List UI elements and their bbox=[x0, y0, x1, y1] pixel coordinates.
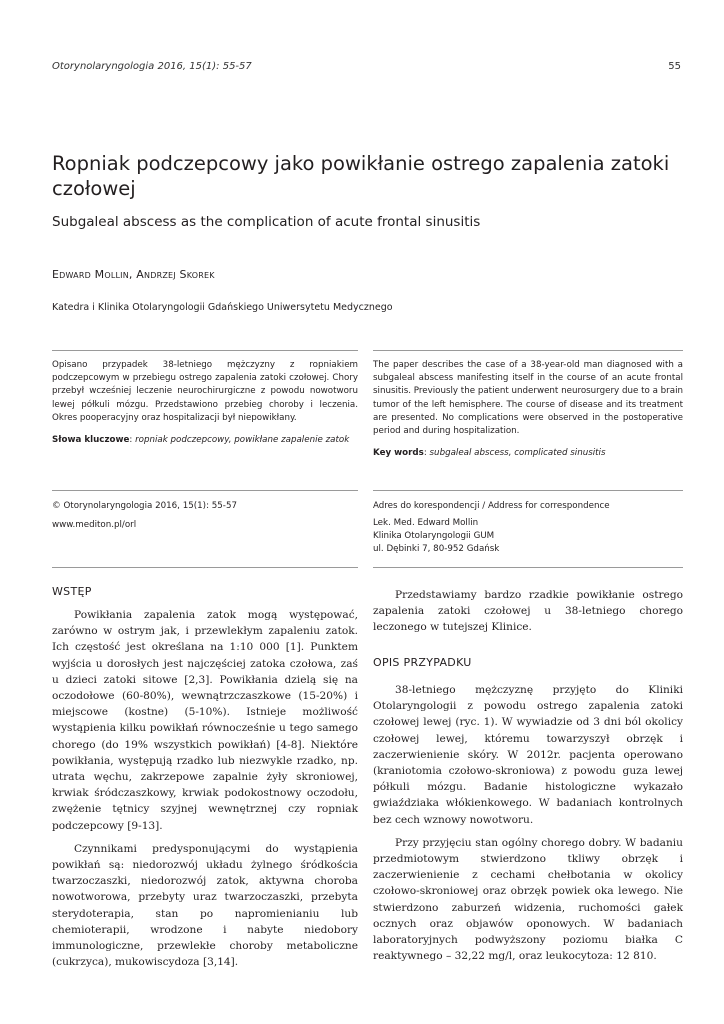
abstract-english-text: The paper describes the case of a 38-year-old man diagnosed with a subgaleal abscess manifesting itself in the course of an acute frontal sinusitis. Previously the patient underwent neurosurgery due to a brain tumor of the left hemisphere. The course of disease and its treatment are presented. No complications were observed in the postoperative period and during hospitalization. bbox=[373, 360, 683, 437]
body-left-top-rule bbox=[52, 567, 358, 568]
keywords-polish: Słowa kluczowe: ropniak podczepcowy, powikłane zapalenie zatok bbox=[52, 435, 350, 446]
journal-website-link[interactable]: www.mediton.pl/orl bbox=[52, 520, 137, 530]
abstract-english bbox=[373, 359, 683, 460]
section-heading-wstep: WSTĘP bbox=[52, 585, 92, 598]
body-right-top-rule bbox=[373, 567, 683, 568]
affiliation: Katedra i Klinika Otolaryngologii Gdańskiego Uniwersytetu Medycznego bbox=[52, 302, 393, 313]
intro-right-body bbox=[373, 587, 683, 636]
running-header-journal: Otorynolaryngologia 2016, 15(1): 55-57 bbox=[52, 61, 252, 72]
wstep-paragraph-2: Czynnikami predysponującymi do wystąpienia powikłań są: niedorozwój układu żylnego śródkościa twarzoczaszki, niedorozwój zatok, aktywna choroba nowotworowa, przebyty uraz twarzoczaszki, przebyta sterydoterapia, stan po napromienianiu lub chemioterapii, wrodzone i nabyte niedobory immunologiczne, przewlekłe choroby metaboliczne (cukrzyca), mukowiscydoza [3,14]. bbox=[52, 842, 358, 969]
copyright-line: © Otorynolaryngologia 2016, 15(1): 55-57 bbox=[52, 501, 237, 511]
correspondence-name: Lek. Med. Edward Mollin bbox=[373, 518, 479, 528]
keywords-english: Key words: subgaleal abscess, complicated sinusitis bbox=[373, 448, 606, 459]
abstract-polish-text: Opisano przypadek 38-letniego mężczyzny z ropniakiem podczepcowym w przebiegu ostrego zapalenia zatoki czołowej. Chory przebył wcześniej leczenie neurochirurgiczne z powodu nowotworu lewej półkuli mózgu. Przedstawiono przebieg choroby i leczenia. Okres pooperacyjny oraz hospitalizacji był niepowikłany. bbox=[52, 360, 358, 423]
wstep-paragraph-1: Powikłania zapalenia zatok mogą występować, zarówno w ostrym jak, i przewlekłym zapaleniu zatok. Ich częstość jest określana na 1:10 000 [1]. Punktem wyjścia u dorosłych jest najczęściej zatoka czołowa, zaś u dzieci zatoki sitowe [2,3]. Powikłania dzielą się na oczodołowe (60-80%), wewnątrzczaszkowe (15-20%) i miejscowe (kostne) (5-10%). Istnieje możliwość wystąpienia kilku powikłań równocześnie u tego samego chorego (do 19% wszystkich powikłań) [4-8]. Niektóre powikłania, występują rzadko lub niezwykle rzadko, np. utrata węchu, zakrzepowe zapalnie żyły skroniowej, krwiak śródczaszkowy, krwiak podokostnowy oczodołu, zwężenie tętnicy szyjnej wewnętrznej czy ropniak podczepcowy [9-13]. bbox=[52, 609, 358, 832]
authors: Edward Mollin, Andrzej Skorek bbox=[52, 268, 215, 281]
correspondence-address bbox=[373, 517, 499, 556]
abstract-en-top-rule bbox=[373, 350, 683, 351]
opis-paragraph-1: 38-letniego mężczyznę przyjęto do Kliniki Otolaryngologii z powodu ostrego zapalenia zatoki czołowej lewej (ryc. 1). W wywiadzie od 3 dni ból okolicy czołowej lewej, któremu towarzyszył obrzęk i zaczerwienienie skóry. W 2012r. pacjenta operowano (kraniotomia czołowo-skroniowa) z powodu guza lewej półkuli mózgu. Badanie histologiczne wykazało gwiaździaka włókienkowego. W badaniach kontrolnych bez cech wznowy nowotworu. bbox=[373, 684, 683, 826]
abstract-polish bbox=[52, 359, 358, 447]
correspondence-street: ul. Dębinki 7, 80-952 Gdańsk bbox=[373, 544, 500, 554]
page-number: 55 bbox=[668, 61, 681, 72]
article-title-english: Subgaleal abscess as the complication of acute frontal sinusitis bbox=[52, 214, 481, 230]
keywords-english-label: Key words bbox=[373, 448, 424, 459]
wstep-body bbox=[52, 607, 358, 970]
opis-paragraph-2: Przy przyjęciu stan ogólny chorego dobry. W badaniu przedmiotowym stwierdzono tkliwy obrzęk i zaczerwienienie z cechami chełbotania w okolicy czołowo-skroniowej oraz obrzęk powiek oka lewego. Nie stwierdzono zaburzeń widzenia, ruchomości gałek ocznych oraz objawów oponowych. W badaniach laboratoryjnych podwyższony poziomu białka C reaktywnego – 32,22 mg/l, oraz leukocytoza: 12 810. bbox=[373, 836, 683, 963]
keywords-polish-value: ropniak podczepcowy, powikłane zapalenie zatok bbox=[135, 435, 350, 446]
section-heading-opis-przypadku: OPIS PRZYPADKU bbox=[373, 656, 472, 669]
abstract-pl-top-rule bbox=[52, 350, 358, 351]
keywords-polish-label: Słowa kluczowe bbox=[52, 435, 130, 446]
info-left-top-rule bbox=[52, 490, 358, 491]
intro-right-paragraph: Przedstawiamy bardzo rzadkie powikłanie ostrego zapalenia zatoki czołowej u 38-letniego chorego leczonego w tutejszej Klinice. bbox=[373, 589, 683, 634]
opis-przypadku-body bbox=[373, 682, 683, 964]
article-title-polish: Ropniak podczepcowy jako powikłanie ostrego zapalenia zatoki czołowej bbox=[52, 152, 670, 200]
info-right-top-rule bbox=[373, 490, 683, 491]
correspondence-institution: Klinika Otolaryngologii GUM bbox=[373, 531, 495, 541]
correspondence-heading: Adres do korespondencji / Address for correspondence bbox=[373, 501, 610, 511]
keywords-english-value: subgaleal abscess, complicated sinusitis bbox=[429, 448, 606, 459]
